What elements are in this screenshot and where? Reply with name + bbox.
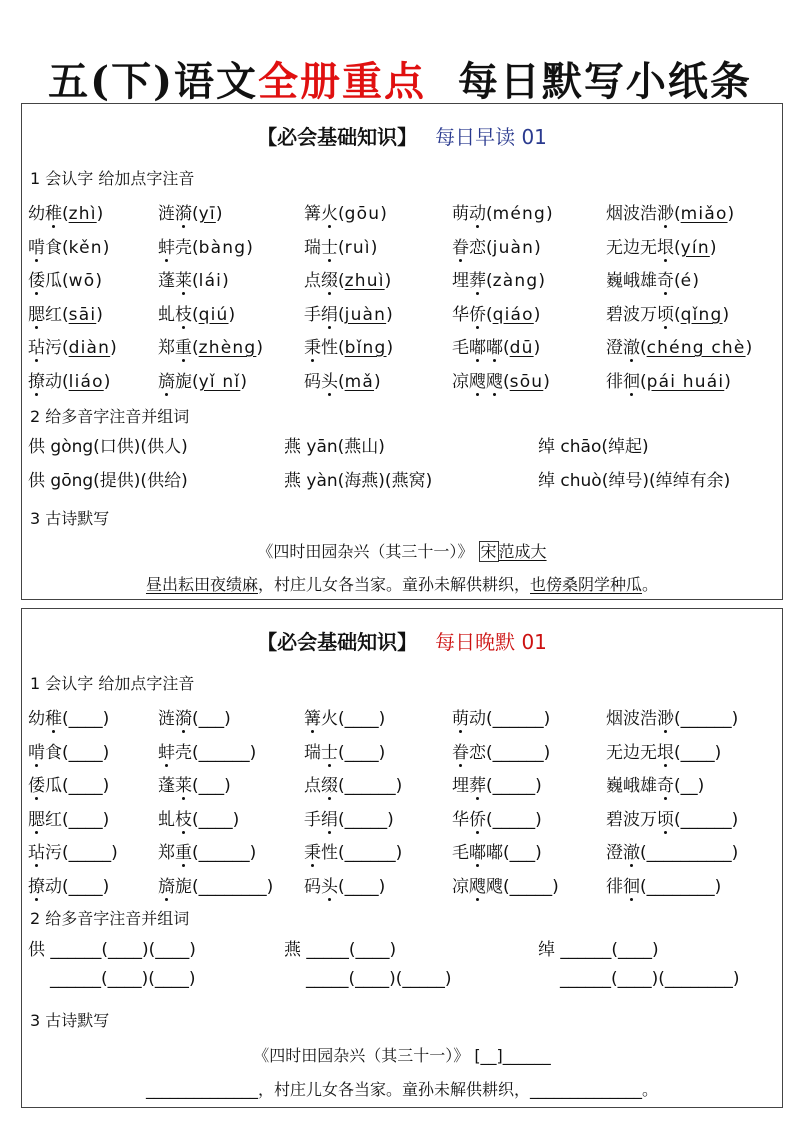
pinyin: bàng (198, 238, 247, 258)
word-item: 虬枝(____) (158, 805, 239, 830)
pinyin: é (680, 271, 693, 291)
polyphonic-item: 绰 ______(____) (538, 940, 659, 960)
word-item: 秉性(______) (304, 838, 402, 863)
pinyin: gòng (50, 437, 94, 457)
polyphonic-item: 绰 chāo(绰起) (538, 437, 649, 457)
pinyin: lái (198, 271, 223, 291)
polyphonic-row (28, 466, 783, 496)
pinyin: sāi (68, 305, 97, 325)
polyphonic-item: 燕 _____(____) (284, 940, 397, 960)
polyphonic-item: 供 ______(____)(____) (28, 940, 196, 960)
word-item: 腮红(sāi) (28, 300, 103, 325)
word-item: 眷恋(juàn) (452, 233, 541, 258)
pinyin: juàn (492, 238, 535, 258)
word-item: 毛嘟嘟(dū) (452, 333, 540, 358)
word-item: 玷污(_____) (28, 838, 118, 863)
polyphonic-item: 绰 chuò(绰号)(绰绰有余) (538, 471, 731, 491)
section-recognize-chars: 1 会认字 给加点字注音 (30, 674, 195, 693)
pinyin: zhì (68, 204, 97, 224)
word-row (28, 266, 783, 296)
polyphonic-item: _____(____)(_____) (306, 969, 452, 989)
word-item: 手绢(_____) (304, 805, 394, 830)
pinyin: méng (492, 204, 547, 224)
polyphonic-row (28, 935, 783, 965)
pinyin: miǎo (680, 204, 728, 224)
pinyin: chāo (560, 437, 602, 457)
pinyin: chuò (560, 471, 602, 491)
word-item: 巍峨雄奇(é) (606, 266, 699, 291)
polyphonic-item: ______(____)(____) (50, 969, 196, 989)
morning-reading-panel (21, 103, 783, 600)
word-item: 无边无垠(yín) (606, 233, 716, 258)
word-item: 澄澈(__________) (606, 838, 738, 863)
word-item: 碧波万顷(qǐng) (606, 300, 729, 325)
polyphonic-item: 供 gòng(口供)(供人) (28, 437, 188, 457)
word-row (28, 738, 783, 768)
word-item: 毛嘟嘟(___) (452, 838, 542, 863)
word-item: 撩动(____) (28, 872, 109, 897)
poem-title: 《四时田园杂兴（其三十一）》 [__]______ (253, 1046, 551, 1065)
word-item: 点缀(______) (304, 771, 402, 796)
word-item: 萌动(______) (452, 704, 550, 729)
word-row (28, 367, 783, 397)
pinyin: yī (198, 204, 216, 224)
word-item: 点缀(zhuì) (304, 266, 391, 291)
word-item: 涟漪(___) (158, 704, 231, 729)
word-item: 啃食(kěn) (28, 233, 109, 258)
section-poem: 3 古诗默写 (30, 1011, 110, 1030)
word-item: 澄澈(chéng chè) (606, 333, 752, 358)
word-item: 无边无垠(____) (606, 738, 721, 763)
word-item: 篝火(gōu) (304, 199, 387, 224)
word-item: 旖旎(________) (158, 872, 273, 897)
word-item: 玷污(diàn) (28, 333, 117, 358)
evening-dictation-panel (21, 608, 783, 1108)
word-item: 徘徊(________) (606, 872, 721, 897)
section-poem: 3 古诗默写 (30, 509, 110, 528)
section-recognize-chars: 1 会认字 给加点字注音 (30, 169, 195, 188)
pinyin: zhuì (344, 271, 385, 291)
word-item: 凉飕飕(_____) (452, 872, 559, 897)
pinyin: yān (306, 437, 338, 457)
word-item: 码头(mǎ) (304, 367, 381, 392)
word-item: 篝火(____) (304, 704, 385, 729)
word-item: 幼稚(zhì) (28, 199, 103, 224)
pinyin: gōu (344, 204, 381, 224)
pinyin: bǐng (344, 338, 387, 358)
word-item: 凉飕飕(sōu) (452, 367, 550, 392)
word-item: 烟波浩渺(______) (606, 704, 738, 729)
poem-line: 昼出耘田夜绩麻，村庄儿女各当家。童孙未解供耕织，也傍桑阴学种瓜。 (145, 575, 659, 594)
polyphonic-item: ______(____)(________) (560, 969, 740, 989)
word-item: 郑重(zhèng) (158, 333, 263, 358)
panel-title: 【必会基础知识】 每日早读 01 (257, 125, 547, 149)
word-item: 旖旎(yǐ nǐ) (158, 367, 247, 392)
pinyin: yàn (306, 471, 338, 491)
word-item: 码头(____) (304, 872, 385, 897)
panel-title: 【必会基础知识】 每日晚默 01 (257, 630, 547, 654)
word-item: 埋葬(_____) (452, 771, 542, 796)
word-row (28, 300, 783, 330)
word-item: 巍峨雄奇(__) (606, 771, 704, 796)
pinyin: sōu (509, 372, 544, 392)
word-item: 虬枝(qiú) (158, 300, 235, 325)
word-item: 眷恋(______) (452, 738, 550, 763)
pinyin: chéng chè (646, 338, 746, 358)
word-row (28, 233, 783, 263)
polyphonic-item: 燕 yàn(海燕)(燕窝) (284, 471, 433, 491)
word-item: 啃食(____) (28, 738, 109, 763)
word-item: 徘徊(pái huái) (606, 367, 731, 392)
pinyin: zàng (492, 271, 539, 291)
polyphonic-row (28, 969, 783, 999)
pinyin: mǎ (344, 372, 375, 392)
word-item: 手绢(juàn) (304, 300, 393, 325)
word-item: 蓬莱(___) (158, 771, 231, 796)
page-title: 五(下)语文全册重点 每日默写小纸条 (48, 58, 752, 105)
word-item: 涟漪(yī) (158, 199, 222, 224)
poem-title: 《四时田园杂兴（其三十一）》 宋 范成大 (257, 542, 547, 561)
word-row (28, 704, 783, 734)
polyphonic-item: 供 gōng(提供)(供给) (28, 471, 188, 491)
pinyin: pái huái (646, 372, 725, 392)
polyphonic-item: 燕 yān(燕山) (284, 437, 385, 457)
section-polyphonic: 2 给多音字注音并组词 (30, 909, 190, 928)
word-item: 埋葬(zàng) (452, 266, 545, 291)
pinyin: dū (509, 338, 534, 358)
word-item: 腮红(____) (28, 805, 109, 830)
pinyin: zhèng (198, 338, 257, 358)
poem-line: ______________，村庄儿女各当家。童孙未解供耕织，______________。 (145, 1080, 658, 1099)
pinyin: wō (68, 271, 96, 291)
word-row (28, 805, 783, 835)
pinyin: yǐ nǐ (198, 372, 241, 392)
word-item: 碧波万顷(______) (606, 805, 738, 830)
pinyin: gōng (50, 471, 94, 491)
word-item: 倭瓜(wō) (28, 266, 102, 291)
word-item: 烟波浩渺(miǎo) (606, 199, 734, 224)
pinyin: ruì (344, 238, 371, 258)
word-row (28, 333, 783, 363)
word-item: 萌动(méng) (452, 199, 553, 224)
word-row (28, 838, 783, 868)
word-row (28, 771, 783, 801)
pinyin: kěn (68, 238, 103, 258)
word-item: 华侨(_____) (452, 805, 542, 830)
pinyin: qiú (198, 305, 229, 325)
word-item: 蓬莱(lái) (158, 266, 229, 291)
pinyin: liáo (68, 372, 104, 392)
word-item: 幼稚(____) (28, 704, 109, 729)
word-item: 瑞士(ruì) (304, 233, 377, 258)
word-row (28, 199, 783, 229)
word-item: 瑞士(____) (304, 738, 385, 763)
pinyin: qiáo (492, 305, 534, 325)
word-row (28, 872, 783, 902)
polyphonic-row (28, 432, 783, 462)
section-polyphonic: 2 给多音字注音并组词 (30, 407, 190, 426)
word-item: 秉性(bǐng) (304, 333, 393, 358)
pinyin: qǐng (680, 305, 723, 325)
word-item: 郑重(______) (158, 838, 256, 863)
pinyin: diàn (68, 338, 111, 358)
word-item: 撩动(liáo) (28, 367, 110, 392)
word-item: 倭瓜(____) (28, 771, 109, 796)
pinyin: yín (680, 238, 710, 258)
word-item: 蚌壳(______) (158, 738, 256, 763)
pinyin: juàn (344, 305, 387, 325)
word-item: 华侨(qiáo) (452, 300, 540, 325)
word-item: 蚌壳(bàng) (158, 233, 253, 258)
